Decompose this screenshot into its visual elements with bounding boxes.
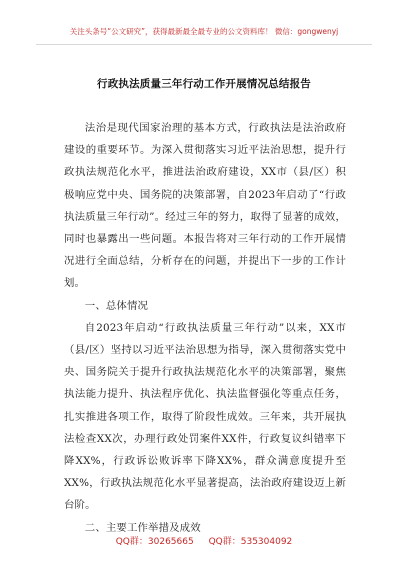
paragraph-overview: 自2023年启动“行政执法质量三年行动”以来，XX市（县/区）坚持以习近平法治思想为指导，深入贯彻落实党中央、国务院关于提升行政执法规范化水平的决策部署，聚焦执法能力提升、执法程序优化、执法监督强化等重点任务，扎实推进各项工作，取得了阶段性成效。三年来，共开展执法检查XX次，办理行政处罚案件XX件，行政复议纠错率下降XX%，行政诉讼败诉率下降XX%，群众满意度提升至XX%，行政执法规范化水平显著提高，法治政府建设迈上新台阶。 xyxy=(64,321,346,512)
footer-qq-groups xyxy=(0,534,408,547)
footer-qq-group-2: QQ群：535304092 xyxy=(208,537,293,547)
header-promo-note: 关注头条号“公文研究”，获得最新最全最专业的公文资料库！ 微信：gongwenyj xyxy=(69,27,339,36)
footer-qq-group-1: QQ群：30265665 xyxy=(115,537,194,547)
section-heading-measures: 二、主要工作举措及成效 xyxy=(84,521,201,534)
paragraph-intro: 法治是现代国家治理的基本方式，行政执法是法治政府建设的重要环节。为深入贯彻落实习近平法治思想，提升行政执法规范化水平，推进法治政府建设，XX市（县/区）积极响应党中央、国务院的决策部署，自2023年启动了“行政执法质量三年行动”。经过三年的努力，取得了显著的成效，同时也暴露出一些问题。本报告将对三年行动的工作开展情况进行全面总结，分析存在的问题，并提出下一步的工作计划。 xyxy=(64,122,346,290)
document-body xyxy=(64,117,346,539)
header-divider xyxy=(36,44,372,45)
document-title: 行政执法质量三年行动工作开展情况总结报告 xyxy=(97,78,311,90)
section-heading-overview: 一、总体情况 xyxy=(84,299,149,312)
